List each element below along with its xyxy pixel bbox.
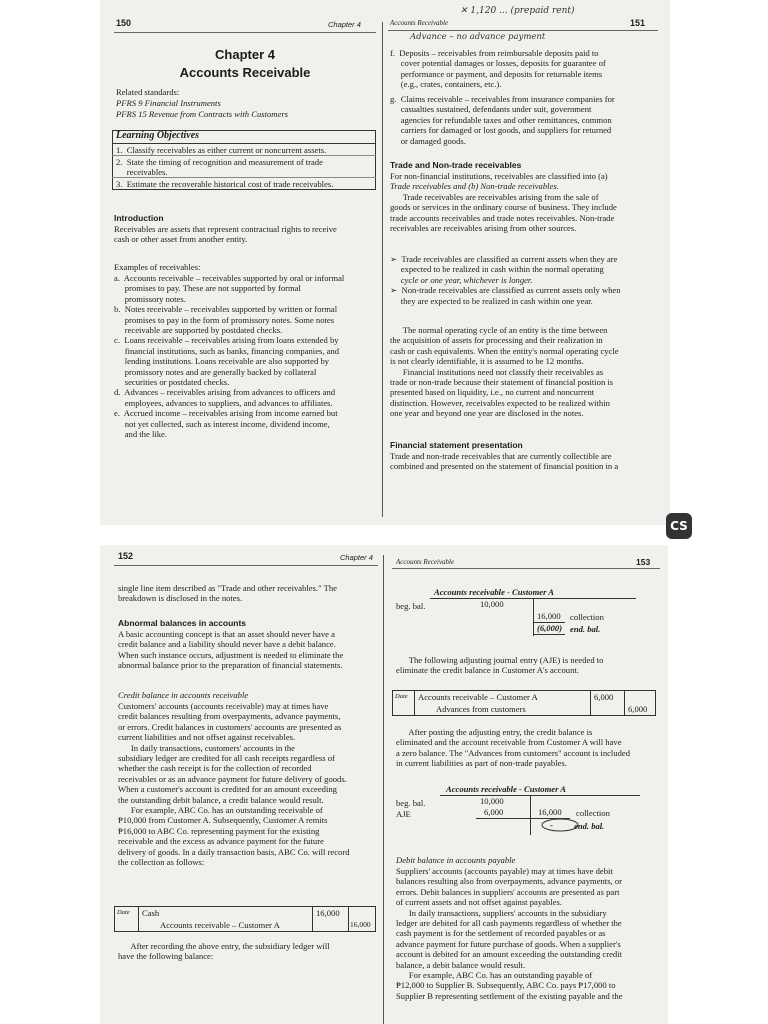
t-account-beg-amount: 10,000 [480, 796, 504, 806]
after-paragraph [118, 941, 380, 962]
text-line: errors. Debit balances in suppliers' accounts are presented as part [396, 886, 620, 897]
t-account-stem [533, 598, 534, 636]
text-line: distinction. However, receivables expected to be realized within [390, 397, 610, 408]
text-line: ledger are debited for all cash payments regardless of whether the [396, 918, 622, 929]
spine-divider [383, 555, 384, 1024]
text-line: the acquisition of assets for processing and their realization in [390, 335, 603, 346]
text-line: When a customer's account is credited for an amount exceeding [118, 784, 337, 795]
credit-paragraph [118, 701, 380, 868]
text-line: For example, ABC Co. has an outstanding payable of [396, 970, 593, 981]
operating-cycle-paragraph [390, 325, 658, 419]
je-debit-account: Accounts receivable – Customer A [418, 692, 538, 702]
camscanner-badge: CS [666, 513, 692, 539]
je-credit-account: Advances from customers [436, 704, 526, 714]
text-line: receivable and the excess as advance payment for the future [118, 836, 324, 847]
text-line: advance payment for future purchase of goods. When a supplier's [396, 938, 621, 949]
fsp-paragraph [390, 451, 658, 472]
text-line: Receivables are assets that represent contractual rights to receive [114, 224, 337, 234]
chapter-title: Chapter 4 [215, 47, 275, 62]
fsp-heading: Financial statement presentation [390, 440, 523, 450]
t-account-top-rule [440, 795, 640, 796]
scan-page-top [100, 0, 670, 525]
t-account-collection-label: collection [570, 612, 604, 622]
t-account-title: Accounts receivable - Customer A [434, 587, 554, 597]
t-account-collection-label: collection [576, 808, 610, 818]
je-credit-amount: 6,000 [628, 704, 648, 714]
intro-heading: Introduction [114, 213, 164, 223]
text-line: cash or cash equivalents. When the entity's normal operating cycle [390, 345, 619, 356]
page-number: 153 [636, 557, 651, 567]
je-col-rule [312, 906, 313, 932]
text-line: ₱16,000 to ABC Co. representing payment for the existing [118, 825, 320, 836]
standard-2: PFRS 15 Revenue from Contracts with Customers [116, 109, 289, 119]
text-line: current liabilities and not offset against receivables. [118, 732, 296, 743]
handwritten-circle-icon [540, 817, 580, 833]
text-line: When such instance occurs, adjustment is needed to eliminate the [118, 649, 344, 660]
objective-line: 2. State the timing of recognition and measurement of trade [116, 157, 323, 167]
text-line: receivables or as an advance payment for future delivery of goods. [118, 773, 347, 784]
debit-paragraph [396, 866, 662, 1001]
je-col-rule [348, 906, 349, 932]
chapter-tag: Chapter 4 [340, 553, 373, 562]
text-line: promissory notes and are generally backed by collateral [114, 366, 317, 377]
text-line: cash payment is for the settlement of recorded payables or as [396, 928, 606, 939]
objectives-row-rule [112, 155, 376, 156]
objective-line: 1. Classify receivables as either current or noncurrent assets. [116, 145, 327, 155]
text-line: The normal operating cycle of an entity is the time between [390, 325, 608, 335]
text-line: casualties sustained, defendants under suit, government [390, 104, 592, 115]
text-line: c. Loans receivable – receivables arising from loans extended by [114, 335, 339, 346]
t-account-beg-label: beg. bal. [396, 601, 426, 611]
text-line: trade or non-trade because their statement of financial position is [390, 377, 614, 388]
je-credit-account: Accounts receivable – Customer A [160, 920, 280, 930]
je-col-rule [590, 690, 591, 716]
standard-1: PFRS 9 Financial Instruments [116, 98, 221, 108]
text-line: whether the cash receipt is for the collection of recorded [118, 763, 312, 774]
text-line: promissory notes. [114, 293, 186, 304]
je-credit-amount: 16,000 [350, 920, 371, 929]
t-account-collection-amount: 16,000 [537, 611, 561, 621]
t-account-collection-amount: 16,000 [538, 807, 562, 817]
t-account-bottom-rule [533, 634, 565, 635]
text-line: trade accounts receivables and trade notes receivables. Non-trade [390, 212, 615, 223]
text-line: promises to pay. These are not supported by formal [114, 283, 301, 294]
text-line: eliminated and the account receivable from Customer A will have [396, 737, 622, 748]
t-account-aje-amount: 6,000 [484, 807, 504, 817]
text-line: A basic accounting concept is that an asset should never have a [118, 629, 335, 639]
text-line: or errors. Credit balances in customers' accounts are presented as [118, 721, 342, 732]
text-line: Suppliers' accounts (accounts payable) may at times have debit [396, 866, 613, 876]
abnormal-paragraph [118, 629, 380, 671]
t-account-end-amount: - [550, 820, 553, 830]
text-line: of current assets and not offset against payables. [396, 897, 562, 908]
scan-page-bottom [100, 545, 668, 1024]
text-line: balances resulting also from overpayments, advance payments, or [396, 876, 622, 887]
objective-line: receivables. [116, 167, 168, 177]
objectives-title: Learning Objectives [116, 130, 200, 141]
text-line: the collection as follows: [118, 857, 205, 868]
text-line: cover potential damages or losses, deposits for guarantee of [390, 58, 606, 69]
chapter-subtitle: Accounts Receivable [179, 65, 311, 80]
text-line: f. Deposits – receivables from reimbursable deposits paid to [390, 48, 599, 58]
t-account-sum-rule [476, 818, 530, 819]
t-account-end-label: end. bal. [574, 821, 605, 831]
text-line: a zero balance. The "Advances from customers" account is included [396, 747, 631, 758]
header-tag: Accounts Receivable [396, 558, 455, 566]
text-line: After posting the adjusting entry, the credit balance is [396, 727, 593, 737]
text-line: credit balance and a liability should never have a debit balance. [118, 639, 336, 650]
examples-list [114, 273, 376, 440]
text-line: they are expected to be realized in cash within one year. [390, 295, 593, 306]
objectives-row-rule [112, 177, 376, 178]
je-col-rule [624, 690, 625, 716]
text-line: balance, a debit balance would result. [396, 959, 526, 970]
text-line: in current liabilities as part of non-trade payables. [396, 758, 567, 769]
text-line: Trade and non-trade receivables that are currently collectible are [390, 451, 612, 461]
text-line: The following adjusting journal entry (AJE) is needed to [396, 655, 604, 665]
text-line: single line item described as "Trade and other receivables." The [118, 583, 337, 593]
intro-paragraph [118, 583, 380, 604]
text-line: g. Claims receivable – receivables from insurance companies for [390, 94, 615, 104]
text-line: credit balances resulting from overpayments, advance payments, [118, 711, 341, 722]
text-line: expected to be realized in cash within the normal operating [390, 264, 604, 275]
text-line: abnormal balance prior to the preparation of financial statements. [118, 660, 343, 671]
text-line: b. Notes receivable – receivables supported by written or formal [114, 304, 338, 315]
classification-bullets [390, 254, 658, 306]
text-line: and the like. [114, 429, 167, 440]
text-line: subsidiary ledger are credited for all cash receipts regardless of [118, 753, 335, 764]
text-line: Supplier B representing settlement of the existing payable and the [396, 990, 623, 1001]
spine-divider [382, 22, 383, 517]
header-rule [114, 565, 378, 566]
text-line: securities or postdated checks. [114, 377, 230, 388]
claims-item [390, 94, 658, 146]
text-line: d. Advances – receivables arising from advances to officers and [114, 387, 336, 398]
chapter-tag: Chapter 4 [328, 20, 361, 29]
text-line: For non-financial institutions, receivables are classified into (a) [390, 171, 608, 181]
je-debit-amount: 16,000 [316, 908, 340, 918]
post-paragraph [396, 727, 662, 769]
text-line: promises to pay in the form of promissory notes. Some notes [114, 314, 335, 325]
text-line: lending institutions. Loans receivable are also supported by [114, 356, 330, 367]
text-line: breakdown is disclosed in the notes. [118, 593, 243, 604]
je-debit-amount: 6,000 [594, 692, 614, 702]
text-line: ➢ Non-trade receivables are classified as current assets only when [390, 285, 621, 296]
header-rule [392, 568, 660, 569]
abnormal-heading: Abnormal balances in accounts [118, 618, 247, 628]
page-number: 152 [118, 551, 134, 561]
text-line: the outstanding debit balance, a credit balance would result. [118, 794, 324, 805]
text-line: goods or services in the ordinary course of business. They include [390, 202, 617, 213]
page-number: 150 [116, 18, 132, 28]
deposits-item [390, 48, 658, 90]
text-line: ₱12,000 to Supplier B. Subsequently, ABC Co. pays ₱17,000 to [396, 980, 616, 991]
text-line: Trade receivables and (b) Non-trade receivables. [390, 181, 559, 192]
text-line: ➢ Trade receivables are classified as current assets when they are [390, 254, 618, 264]
text-line: have the following balance: [118, 951, 214, 962]
related-standards-label: Related standards: [116, 87, 180, 97]
text-line: or damaged goods. [390, 135, 466, 146]
header-rule [114, 32, 376, 33]
t-account-end-amount: (6,000) [537, 623, 563, 633]
text-line: eliminate the credit balance in Customer A's account. [396, 665, 579, 676]
text-line: e. Accrued income – receivables arising from income earned but [114, 408, 338, 419]
text-line: In daily transactions, suppliers' accounts in the subsidiary [396, 907, 607, 918]
text-line: receivable are supported by postdated checks. [114, 325, 283, 336]
je-col-rule [138, 906, 139, 932]
je-date-label: Date [395, 693, 408, 700]
text-line: Customers' accounts (accounts receivable) may at times have [118, 701, 329, 711]
text-line: a. Accounts receivable – receivables supported by oral or informal [114, 273, 345, 283]
t-account-title: Accounts receivable - Customer A [446, 784, 566, 794]
text-line: combined and presented on the statement of financial position in a [390, 461, 619, 472]
text-line: one year and beyond one year are disclosed in the notes. [390, 408, 584, 419]
header-tag: Accounts Receivable [390, 19, 449, 27]
text-line: cash or other asset from another entity. [114, 234, 248, 245]
credit-heading: Credit balance in accounts receivable [118, 690, 249, 700]
text-line: After recording the above entry, the subsidiary ledger will [118, 941, 330, 951]
text-line: Trade receivables are receivables arising from the sale of [390, 191, 599, 202]
t-account-stem [530, 795, 531, 835]
text-line: carriers for damaged or lost goods, and suppliers for returned [390, 125, 612, 136]
je-debit-account: Cash [142, 908, 160, 918]
handwritten-note: ✕ 1,120 ... (prepaid rent) [460, 6, 575, 16]
text-line: account is debited for an amount exceeding the outstanding credit [396, 949, 622, 960]
je-col-rule [414, 690, 415, 716]
text-line: For example, ABC Co. has an outstanding receivable of [118, 805, 323, 816]
trade-paragraph [390, 171, 658, 233]
t-account-aje-label: AJE [396, 809, 411, 819]
objectives-rule [112, 143, 376, 144]
objective-line: 3. Estimate the recoverable historical cost of trade receivables. [116, 179, 334, 189]
t-account-beg-label: beg. bal. [396, 798, 426, 808]
text-line: performance or payment, and deposits for returnable items [390, 68, 603, 79]
text-line: receivables are receivables arising from other sources. [390, 223, 577, 234]
t-account-end-label: end. bal. [570, 624, 601, 634]
trade-heading: Trade and Non-trade receivables [390, 160, 522, 170]
text-line: employees, advances to suppliers, and advances to affiliates. [114, 397, 333, 408]
text-line: In daily transactions, customers' accounts in the [118, 742, 295, 753]
text-line: presented based on liquidity, i.e., no current and noncurrent [390, 387, 595, 398]
je-date-label: Date [117, 909, 130, 916]
intro-paragraph [114, 224, 376, 245]
text-line: cycle or one year, whichever is longer. [390, 274, 533, 285]
t-account-beg-amount: 10,000 [480, 599, 504, 609]
text-line: (e.g., crates, containers, etc.). [390, 79, 502, 90]
header-rule [388, 30, 658, 31]
text-line: agencies for refundable taxes and other remittances, common [390, 114, 612, 125]
text-line: ₱10,000 from Customer A. Subsequently, Customer A remits [118, 815, 328, 826]
text-line: is not clearly identifiable, it is assumed to be 12 months. [390, 356, 584, 367]
handwritten-note: Advance – no advance payment [410, 32, 546, 42]
text-line: financial institutions, such as banks, financing companies, and [114, 345, 340, 356]
debit-heading: Debit balance in accounts payable [396, 855, 516, 865]
examples-heading: Examples of receivables: [114, 262, 201, 272]
text-line: Financial institutions need not classify their receivables as [390, 366, 604, 377]
text-line: not yet collected, such as interest income, dividend income, [114, 418, 330, 429]
page-number: 151 [630, 18, 646, 28]
text-line: delivery of goods. In a daily transaction basis, ABC Co. will record [118, 846, 350, 857]
aje-paragraph [396, 655, 662, 676]
